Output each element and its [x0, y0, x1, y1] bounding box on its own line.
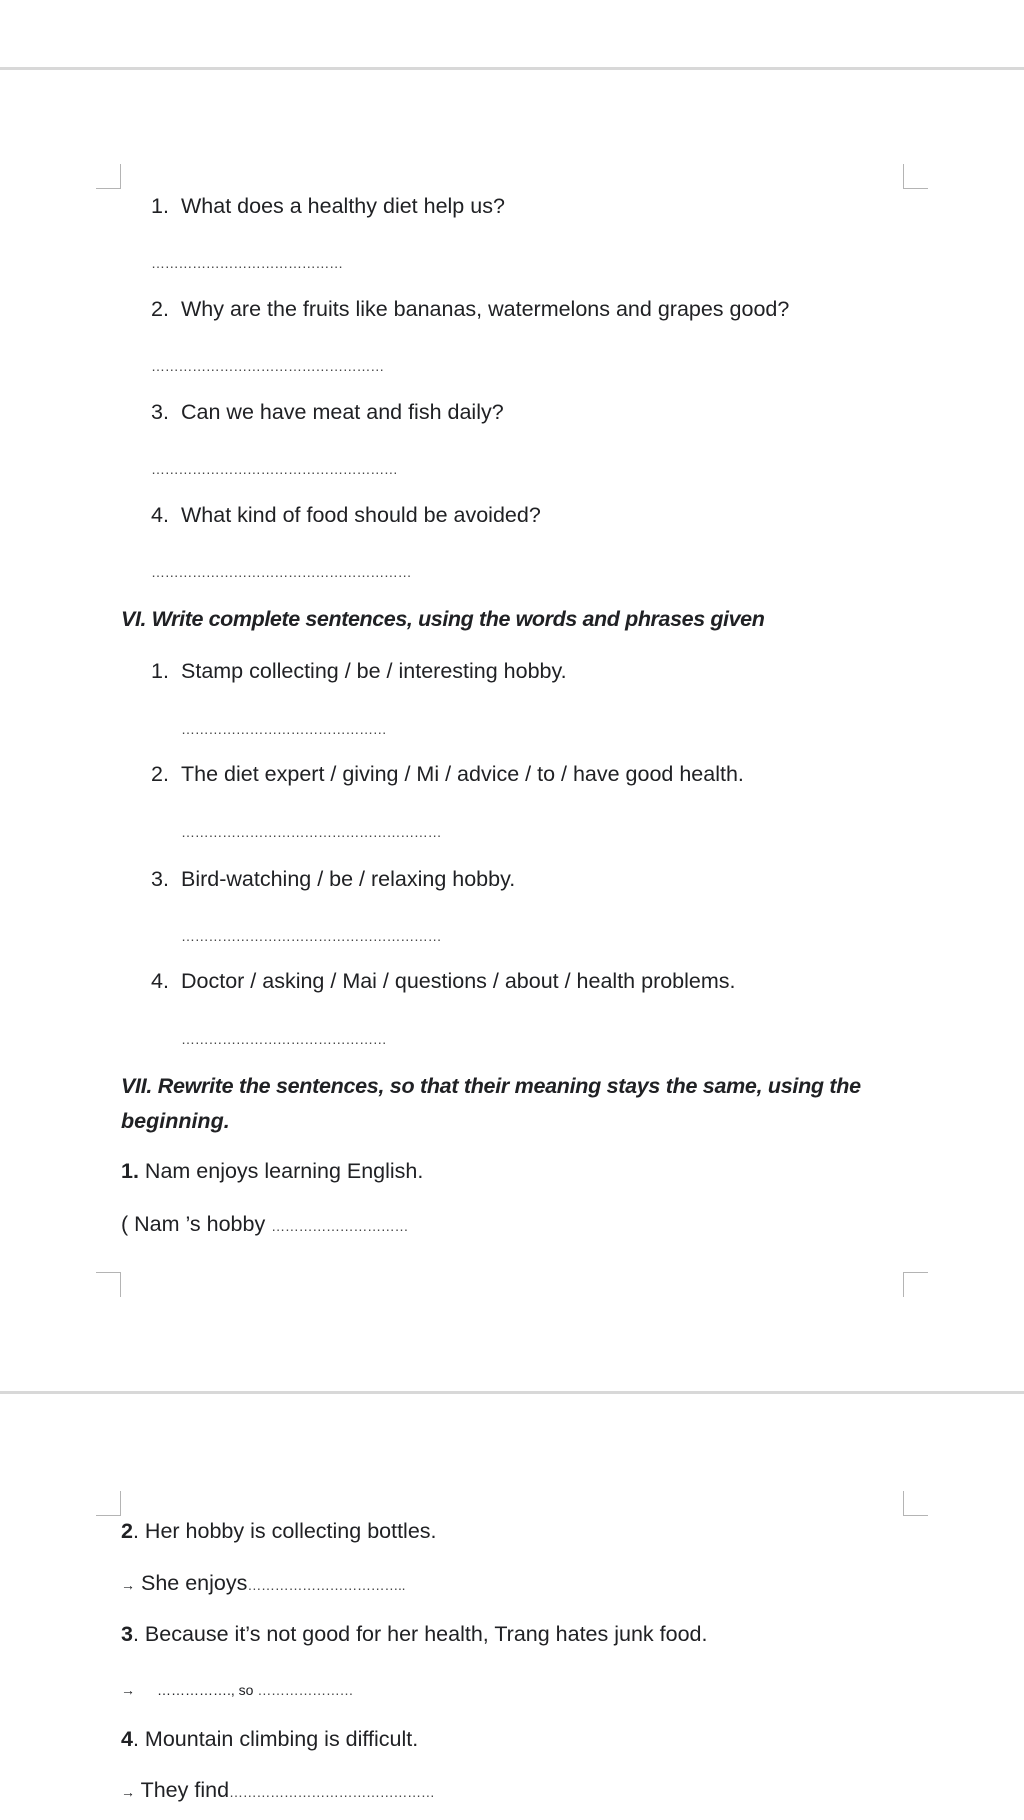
- answer-line[interactable]: ……………………………..: [247, 1578, 406, 1592]
- section-7-heading-line-1: VII. Rewrite the sentences, so that their meaning stays the same, using the: [121, 1074, 861, 1098]
- question-4: [151, 502, 541, 528]
- item-text: . Her hobby is collecting bottles.: [132, 1519, 437, 1543]
- prompt-text: ( Nam ’s hobby: [121, 1212, 272, 1236]
- question-1: [151, 193, 505, 219]
- rewrite-item-2: [121, 1518, 437, 1544]
- rewrite-item-3: [121, 1621, 707, 1647]
- prompt-text: She enjoys: [135, 1571, 248, 1595]
- arrow-icon: →: [121, 1577, 135, 1593]
- prompt-text: They find: [135, 1778, 230, 1802]
- answer-line[interactable]: …………………………: [271, 1219, 409, 1233]
- sentence-item-3: [151, 866, 515, 892]
- margin-mark-top-right: [903, 164, 928, 189]
- answer-line[interactable]: …………………………………………………: [181, 929, 442, 943]
- item-number: 4.: [151, 969, 169, 993]
- item-number: 3.: [151, 867, 169, 891]
- margin-mark-top-right-page2: [903, 1491, 928, 1516]
- item-text: The diet expert / giving / Mi / advice / to / have good health.: [181, 762, 744, 786]
- question-text: Can we have meat and fish daily?: [181, 400, 504, 424]
- answer-line[interactable]: …………………………………………………: [151, 565, 412, 579]
- item-number: 1.: [151, 659, 169, 683]
- margin-mark-top-left-page2: [96, 1491, 121, 1516]
- rewrite-prompt-3: [121, 1675, 365, 1703]
- sentence-item-2: [151, 761, 744, 787]
- question-text: What kind of food should be avoided?: [181, 503, 541, 527]
- margin-mark-top-left: [96, 164, 121, 189]
- rewrite-item-4: [121, 1726, 418, 1752]
- item-number: 1.: [121, 1159, 139, 1183]
- section-7-heading-line-2: beginning.: [121, 1109, 230, 1133]
- item-number: 2.: [151, 762, 169, 786]
- sentence-item-4: [151, 968, 736, 994]
- arrow-icon: →: [121, 1784, 135, 1800]
- arrow-icon: →: [121, 1682, 135, 1698]
- page-top-divider: [0, 67, 1024, 70]
- answer-line[interactable]: …………………………………………………: [181, 825, 442, 839]
- item-text: Stamp collecting / be / interesting hobby.: [181, 659, 567, 683]
- question-text: What does a healthy diet help us?: [181, 194, 505, 218]
- answer-line[interactable]: ………………………………………: [181, 1032, 387, 1046]
- item-number: 4: [121, 1727, 133, 1751]
- section-6-heading: VI. Write complete sentences, using the words and phrases given: [121, 607, 765, 631]
- rewrite-prompt-2: [121, 1570, 432, 1598]
- answer-line[interactable]: ……………………………………: [151, 256, 343, 270]
- item-text: . Mountain climbing is difficult.: [132, 1727, 419, 1751]
- rewrite-item-1: [121, 1158, 423, 1184]
- question-number: 2.: [151, 297, 169, 321]
- page-break-divider: [0, 1391, 1024, 1394]
- margin-mark-bottom-right: [903, 1272, 928, 1297]
- question-text: Why are the fruits like bananas, watermelons and grapes good?: [181, 297, 790, 321]
- margin-mark-bottom-left: [96, 1272, 121, 1297]
- item-text: Nam enjoys learning English.: [138, 1159, 424, 1183]
- question-number: 3.: [151, 400, 169, 424]
- answer-line[interactable]: ………………………………………: [181, 722, 387, 736]
- question-number: 4.: [151, 503, 169, 527]
- item-number: 3: [121, 1622, 133, 1646]
- question-number: 1.: [151, 194, 169, 218]
- item-number: 2: [121, 1519, 133, 1543]
- question-3: [151, 399, 504, 425]
- item-text: . Because it’s not good for her health, Trang hates junk food.: [132, 1622, 708, 1646]
- answer-line[interactable]: ………………………………………: [229, 1785, 435, 1799]
- answer-line[interactable]: ………………………………………………: [151, 462, 398, 476]
- item-text: Doctor / asking / Mai / questions / about / health problems.: [181, 969, 736, 993]
- rewrite-prompt-1: [121, 1211, 431, 1237]
- question-2: [151, 296, 789, 322]
- prompt-text: ……………., so: [157, 1682, 258, 1698]
- rewrite-prompt-4: [121, 1777, 449, 1805]
- item-text: Bird-watching / be / relaxing hobby.: [181, 867, 516, 891]
- sentence-item-1: [151, 658, 567, 684]
- answer-line[interactable]: …………………: [257, 1683, 354, 1697]
- answer-line[interactable]: ……………………………………………: [151, 359, 384, 373]
